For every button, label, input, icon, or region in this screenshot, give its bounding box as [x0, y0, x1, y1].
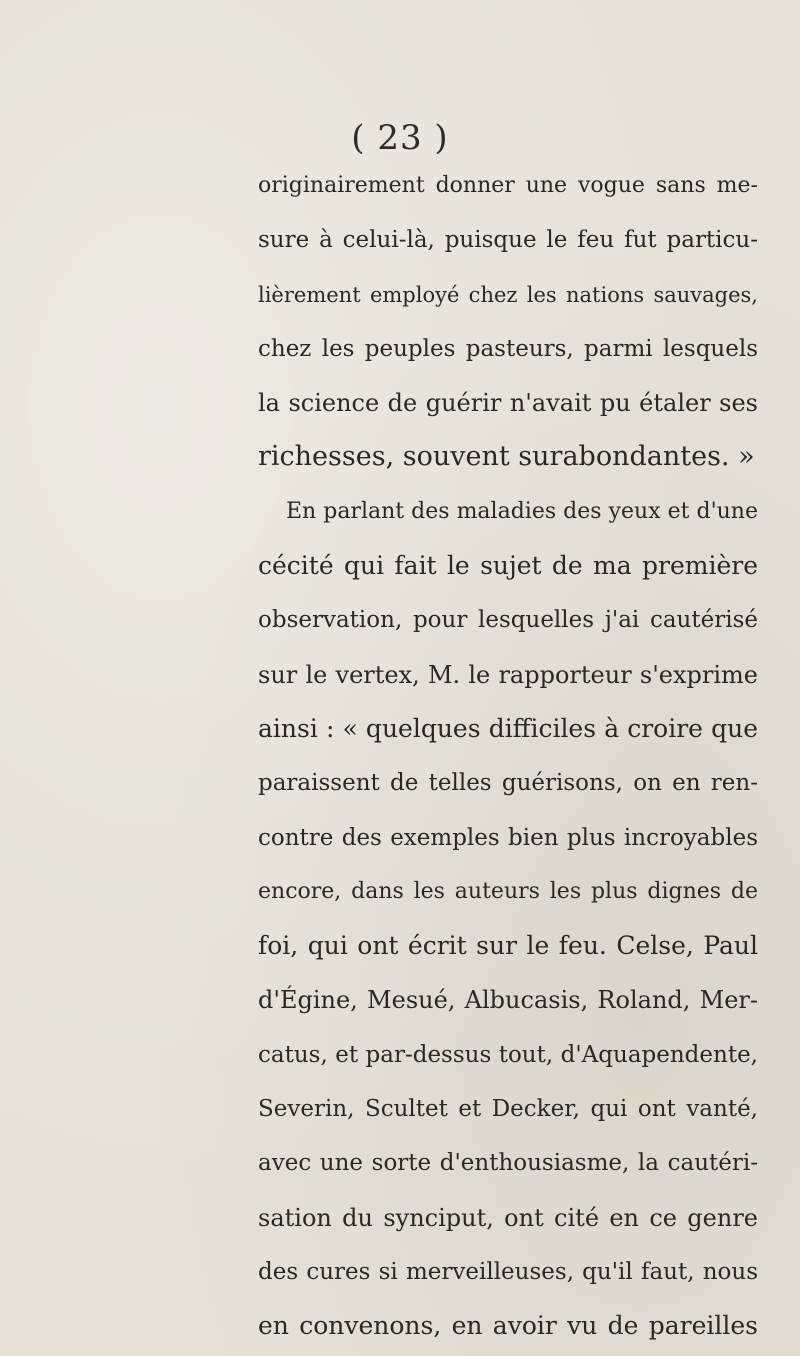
- text-line: d'Égine, Mesué, Albucasis, Roland, Mer-: [258, 986, 758, 1015]
- text-line: originairement donner une vogue sans me-: [258, 173, 758, 198]
- text-line: paraissent de telles guérisons, on en ren-: [258, 770, 758, 797]
- text-line: richesses, souvent surabondantes. »: [258, 441, 755, 473]
- text-line: sation du synciput, ont cité en ce genre: [258, 1203, 758, 1232]
- text-line: Severin, Scultet et Decker, qui ont vanté,: [258, 1096, 758, 1123]
- text-line: foi, qui ont écrit sur le feu. Celse, Paul: [258, 931, 758, 961]
- text-line: observation, pour lesquelles j'ai cautérisé: [258, 607, 758, 634]
- page-number: ( 23 ): [351, 118, 449, 158]
- text-line: lièrement employé chez les nations sauvages,: [258, 282, 758, 307]
- text-line: des cures si merveilleuses, qu'il faut, nous: [258, 1258, 758, 1285]
- text-line: en convenons, en avoir vu de pareilles: [258, 1311, 758, 1341]
- text-line: ainsi : « quelques difficiles à croire que: [258, 713, 758, 743]
- body-text: [258, 159, 758, 1354]
- text-line: sure à celui-là, puisque le feu fut particu-: [258, 227, 758, 254]
- text-line: contre des exemples bien plus incroyables: [258, 824, 758, 851]
- text-line: sur le vertex, M. le rapporteur s'exprime: [258, 660, 758, 689]
- text-line: chez les peuples pasteurs, parmi lesquels: [258, 335, 758, 362]
- text-line: cécité qui fait le sujet de ma première: [258, 551, 758, 581]
- text-line: catus, et par-dessus tout, d'Aquapendente,: [258, 1041, 758, 1068]
- text-line: encore, dans les auteurs les plus dignes de: [258, 878, 758, 904]
- paragraph-start-line: En parlant des maladies des yeux et d'une: [286, 498, 758, 524]
- text-line: la science de guérir n'avait pu étaler ses: [258, 389, 758, 418]
- text-line: avec une sorte d'enthousiasme, la cautéri-: [258, 1150, 758, 1177]
